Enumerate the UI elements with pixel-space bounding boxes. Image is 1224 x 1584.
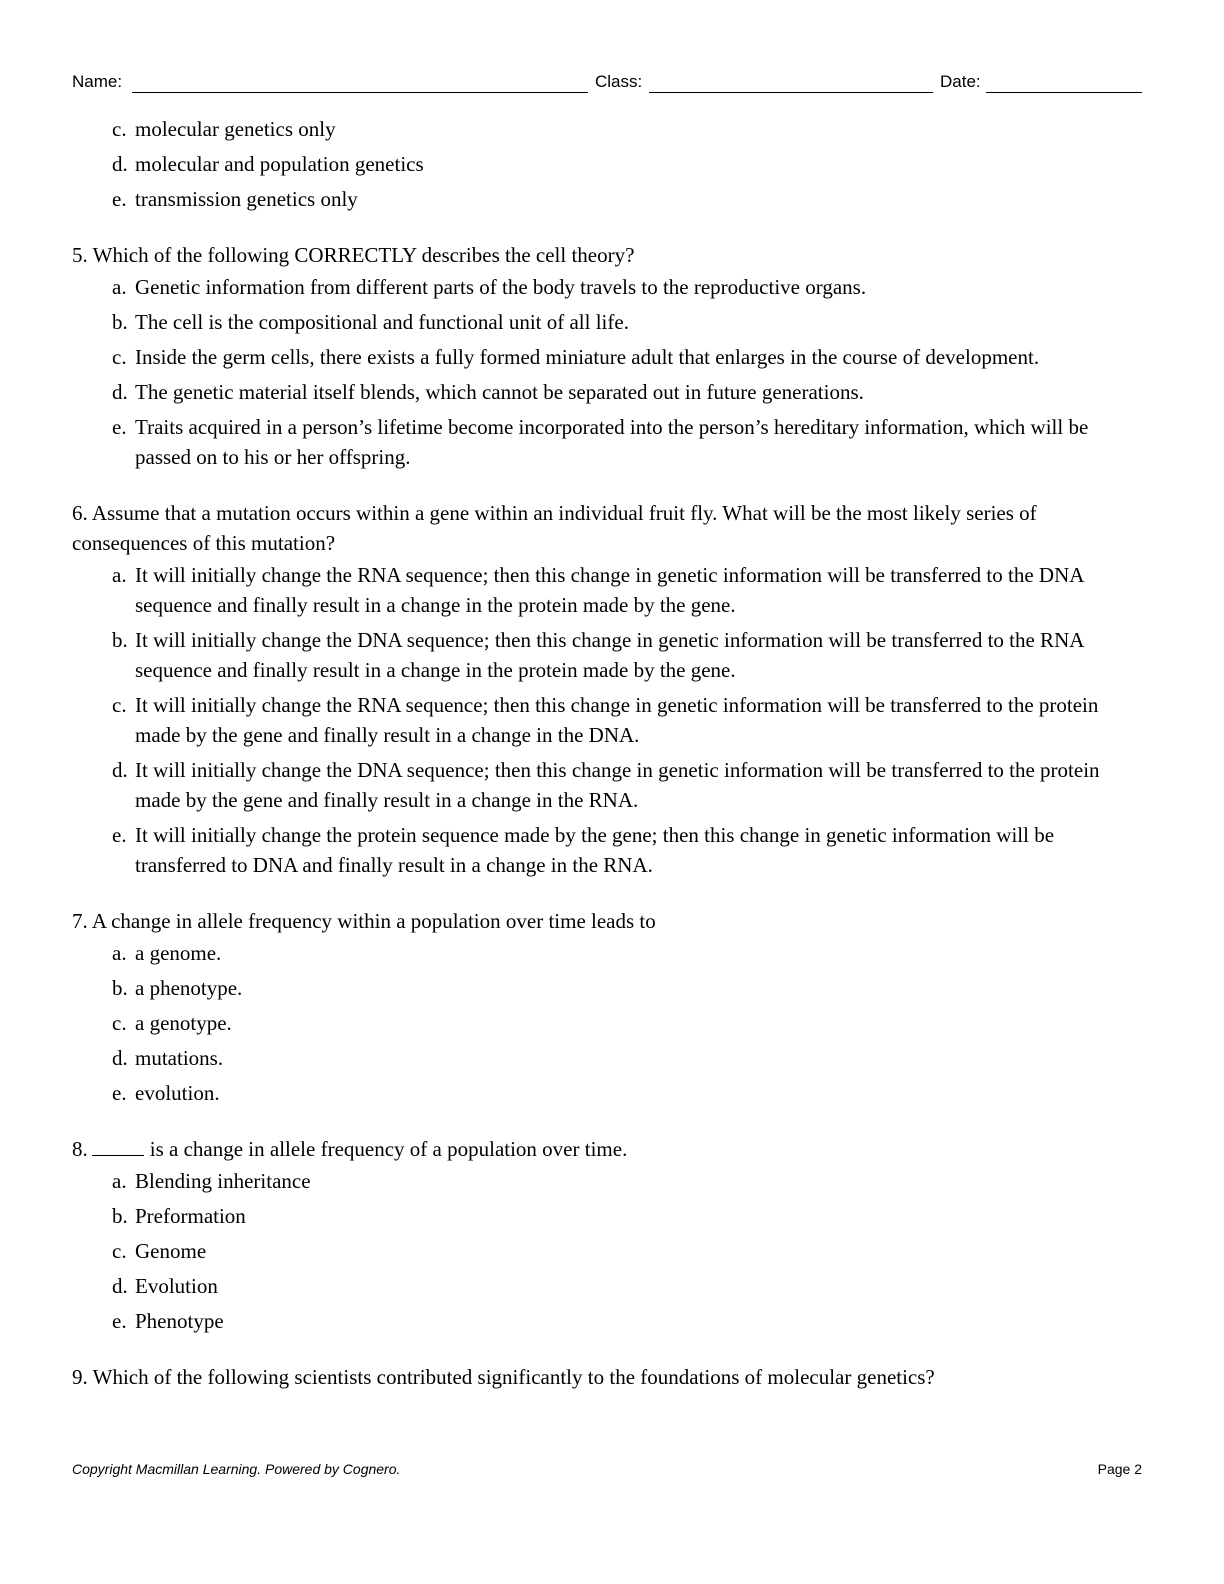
option-c [72,690,1147,750]
option-letter: b. [112,976,128,1000]
student-info-header [72,70,1142,98]
option-text: Preformation [135,1204,246,1228]
option-text: It will initially change the RNA sequence; then this change in genetic information will be transferred to the protein made by the gene and finally result in a change in the DNA. [135,693,1099,747]
option-letter: b. [112,310,128,334]
option-letter: a. [112,563,127,587]
option-letter: c. [112,1011,127,1035]
question-list [72,114,1147,1394]
option-list [72,938,1147,1108]
option-c [72,1008,1147,1038]
option-letter: c. [112,117,127,141]
option-b [72,973,1147,1003]
option-letter: c. [112,693,127,717]
option-e [72,1306,1147,1336]
question-stem-text: is a change in allele frequency of a population over time. [149,1137,628,1161]
question-stem [72,1134,1147,1164]
option-letter: d. [112,152,128,176]
class-field-line[interactable] [649,92,933,93]
option-letter: a. [112,941,127,965]
option-text: Evolution [135,1274,218,1298]
option-letter: e. [112,823,127,847]
option-letter: e. [112,187,127,211]
option-d [72,1043,1147,1073]
option-a [72,560,1147,620]
option-letter: c. [112,345,127,369]
name-label: Name: [72,72,123,91]
option-letter: d. [112,1274,128,1298]
question-8 [72,1134,1147,1336]
date-label: Date: [940,72,981,91]
option-letter: a. [112,1169,127,1193]
option-text: Genetic information from different parts of the body travels to the reproductive organs. [135,275,867,299]
class-label: Class: [595,72,643,91]
option-e [72,184,1147,214]
option-d [72,755,1147,815]
copyright-footer: Copyright Macmillan Learning. Powered by Cognero. [72,1461,401,1477]
option-a [72,938,1147,968]
option-text: It will initially change the protein sequence made by the gene; then this change in genetic information will be transferred to DNA and finally result in a change in the RNA. [135,823,1055,877]
question-stem: 9. Which of the following scientists contributed significantly to the foundations of molecular genetics? [72,1365,935,1389]
option-text: It will initially change the RNA sequence; then this change in genetic information will be transferred to the DNA sequence and finally result in a change in the protein made by the gene. [135,563,1084,617]
option-c [72,342,1147,372]
option-text: evolution. [135,1081,220,1105]
option-text: a phenotype. [135,976,243,1000]
option-d [72,377,1147,407]
option-letter: e. [112,415,127,439]
option-c [72,114,1147,144]
option-d [72,1271,1147,1301]
option-text: molecular genetics only [135,117,336,141]
option-text: a genotype. [135,1011,232,1035]
option-a [72,1166,1147,1196]
option-letter: c. [112,1239,127,1263]
answer-blank [92,1137,144,1156]
option-text: The genetic material itself blends, which cannot be separated out in future generations. [135,380,864,404]
option-list [72,272,1147,472]
option-text: It will initially change the DNA sequence; then this change in genetic information will be transferred to the RNA sequence and finally result in a change in the protein made by the gene. [135,628,1084,682]
option-text: It will initially change the DNA sequence; then this change in genetic information will be transferred to the protein made by the gene and finally result in a change in the RNA. [135,758,1100,812]
option-text: Blending inheritance [135,1169,311,1193]
option-text: molecular and population genetics [135,152,424,176]
option-text: Traits acquired in a person’s lifetime become incorporated into the person’s hereditary information, which will be passed on to his or her offspring. [135,415,1089,469]
option-text: Phenotype [135,1309,224,1333]
option-e [72,412,1147,472]
option-text: transmission genetics only [135,187,358,211]
option-list [72,1166,1147,1336]
option-a [72,272,1147,302]
option-letter: d. [112,380,128,404]
option-list [72,114,1147,214]
option-text: Genome [135,1239,207,1263]
option-letter: b. [112,1204,128,1228]
option-letter: a. [112,275,127,299]
option-b [72,307,1147,337]
option-letter: d. [112,758,128,782]
option-letter: d. [112,1046,128,1070]
question-4-continuation [72,114,1147,214]
question-5 [72,240,1147,472]
option-d [72,149,1147,179]
option-text: Inside the germ cells, there exists a fully formed miniature adult that enlarges in the course of development. [135,345,1040,369]
option-e [72,1078,1147,1108]
date-field-line[interactable] [986,92,1142,93]
option-letter: e. [112,1309,127,1333]
option-list [72,560,1147,880]
question-number: 8. [72,1137,88,1161]
option-b [72,625,1147,685]
option-b [72,1201,1147,1231]
question-6 [72,498,1147,880]
question-9 [72,1362,1147,1392]
option-e [72,820,1147,880]
question-stem: 6. Assume that a mutation occurs within a gene within an individual fruit fly. What will be the most likely series of consequences of this mutation? [72,501,1037,555]
name-field-line[interactable] [132,92,588,93]
option-text: The cell is the compositional and functional unit of all life. [135,310,629,334]
option-text: a genome. [135,941,222,965]
question-stem: 7. A change in allele frequency within a population over time leads to [72,909,656,933]
option-text: mutations. [135,1046,224,1070]
question-stem: 5. Which of the following CORRECTLY describes the cell theory? [72,243,635,267]
option-c [72,1236,1147,1266]
option-letter: b. [112,628,128,652]
question-7 [72,906,1147,1108]
option-letter: e. [112,1081,127,1105]
page-number: Page 2 [1097,1461,1142,1477]
